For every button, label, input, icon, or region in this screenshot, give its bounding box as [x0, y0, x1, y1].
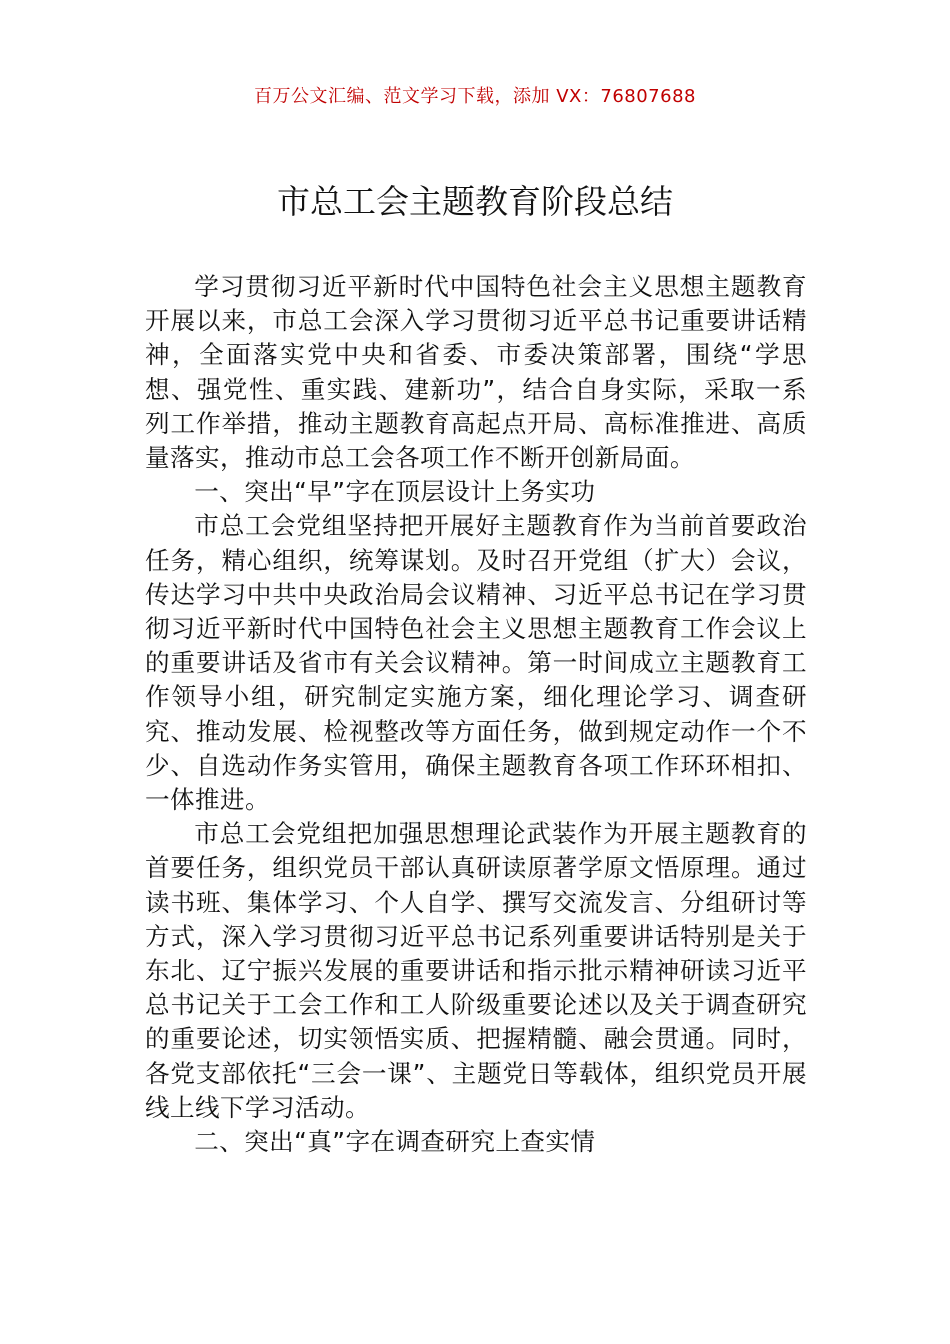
body-paragraph: 市总工会党组坚持把开展好主题教育作为当前首要政治任务，精心组织，统筹谋划。及时召开党组（扩大）会议，传达学习中共中央政治局会议精神、习近平总书记在学习贯彻习近平新时代中国特色社会主义思想主题教育工作会议上的重要讲话及省市有关会议精神。第一时间成立主题教育工作领导小组，研究制定实施方案，细化理论学习、调查研究、推动发展、检视整改等方面任务，做到规定动作一个不少、自选动作务实管用，确保主题教育各项工作环环相扣、一体推进。	[145, 511, 807, 815]
body-paragraph: 市总工会党组把加强思想理论武装作为开展主题教育的首要任务，组织党员干部认真研读原著学原文悟原理。通过读书班、集体学习、个人自学、撰写交流发言、分组研讨等方式，深入学习贯彻习近平总书记系列重要讲话特别是关于东北、辽宁振兴发展的重要讲话和指示批示精神研读习近平总书记关于工会工作和工人阶级重要论述以及关于调查研究的重要论述，切实领悟实质、把握精髓、融会贯通。同时，各党支部依托“三会一课”、主题党日等载体，组织党员开展线上线下学习活动。	[145, 819, 807, 1122]
document-title: 市总工会主题教育阶段总结	[277, 182, 673, 221]
section-heading-1: 一、突出“早”字在顶层设计上务实功	[194, 477, 596, 507]
section-heading-2: 二、突出“真”字在调查研究上查实情	[194, 1127, 596, 1157]
intro-paragraph: 学习贯彻习近平新时代中国特色社会主义思想主题教育开展以来，市总工会深入学习贯彻习近平总书记重要讲话精神，全面落实党中央和省委、市委决策部署，围绕“学思想、强党性、重实践、建新功”，结合自身实际，采取一系列工作举措，推动主题教育高起点开局、高标准推进、高质量落实，推动市总工会各项工作不断开创新局面。	[145, 272, 807, 473]
header-watermark-note: 百万公文汇编、范文学习下载，添加 VX：76807688	[254, 86, 696, 107]
document-body	[145, 270, 807, 1159]
